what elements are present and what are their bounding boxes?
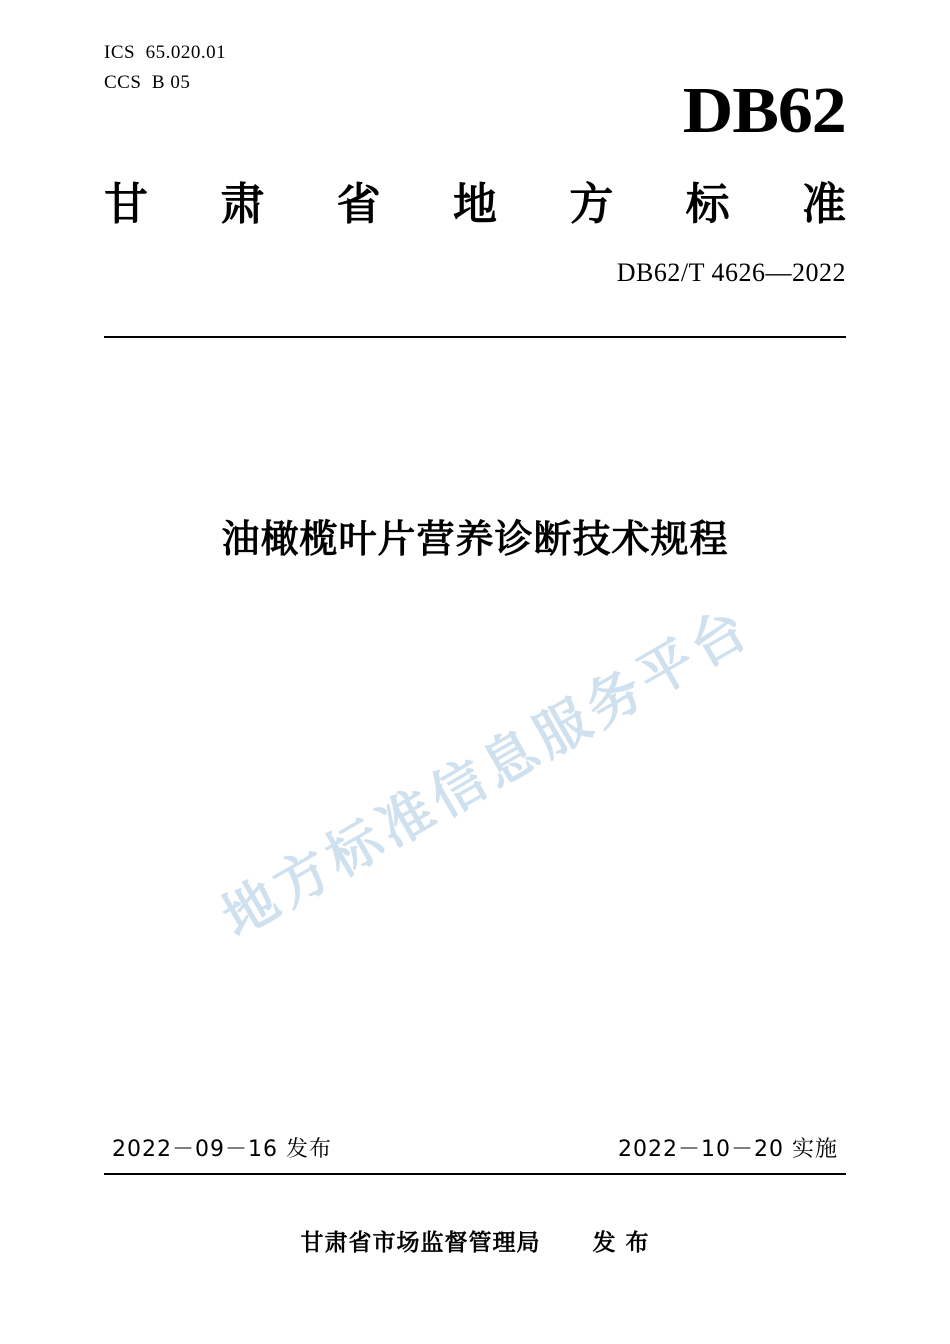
standard-type-char-2: 省 <box>336 179 381 230</box>
watermark <box>211 594 785 1110</box>
ccs-code: CCS B 05 <box>104 72 191 93</box>
watermark-text: 地方标准信息服务平台 <box>211 594 763 950</box>
standard-type-char-0: 甘 <box>104 179 148 230</box>
publish-label: 发 布 <box>592 1230 650 1256</box>
ics-code: ICS 65.020.01 <box>104 42 227 63</box>
header-divider <box>104 336 846 338</box>
standard-type-char-4: 方 <box>569 179 614 230</box>
standard-type-char-1: 肃 <box>220 179 265 230</box>
standard-type-title <box>104 178 846 232</box>
classification-block <box>104 38 226 98</box>
effective-date: 2022－10－20 实施 <box>618 1137 838 1162</box>
standard-type-char-3: 地 <box>452 179 497 230</box>
standard-type-char-6: 准 <box>801 179 846 230</box>
issue-date: 2022－09－16 发布 <box>112 1137 332 1162</box>
footer-divider <box>104 1173 846 1175</box>
page-title: 油橄榄叶片营养诊断技术规程 <box>221 517 729 561</box>
publisher-line <box>0 1224 950 1257</box>
db62-logo: DB62 <box>683 74 846 147</box>
standard-number: DB62/T 4626—2022 <box>616 258 846 287</box>
standard-type-char-5: 标 <box>685 179 730 230</box>
publisher-name: 甘肃省市场监督管理局 <box>300 1230 541 1256</box>
